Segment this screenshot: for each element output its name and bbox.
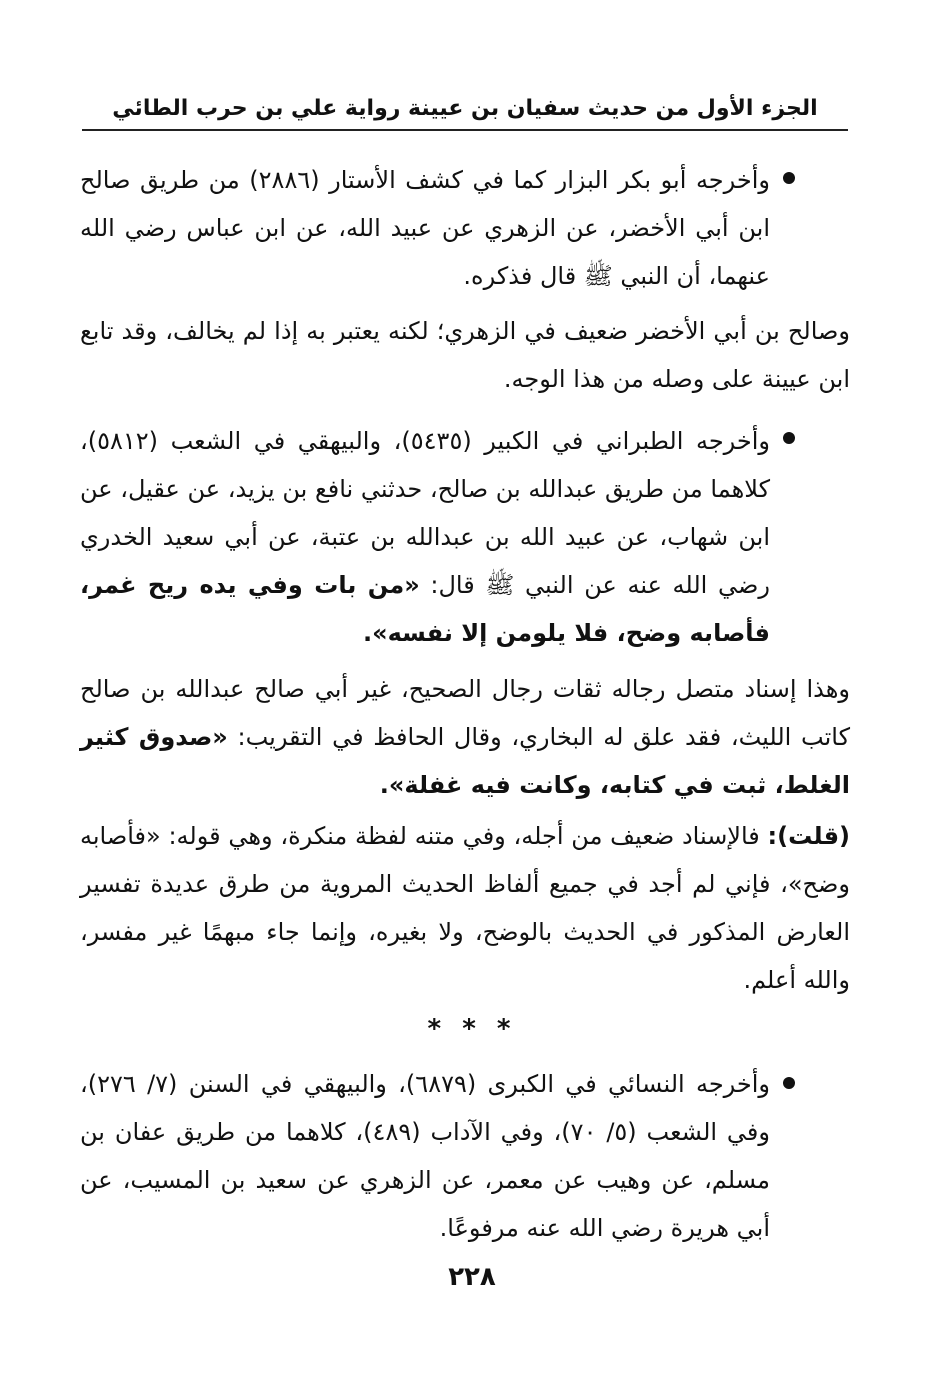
paragraph-2-text: وهذا إسناد متصل رجاله ثقات رجال الصحيح، غير أبي صالح عبدالله بن صالح كاتب الليث، فقد علق له البخاري، وقال الحافظ في التقريب:	[80, 675, 850, 751]
page-number: ٢٢٨	[448, 1262, 496, 1292]
paragraph-3	[80, 812, 850, 1004]
hadith-quote: «من بات وفي يده ريح غمر، فأصابه وضح، فلا يلومن إلا نفسه».	[80, 571, 770, 647]
bullet-3-dot	[783, 1077, 795, 1089]
bullet-2-text: وأخرجه الطبراني في الكبير (٥٤٣٥)، والبيهقي في الشعب (٥٨١٢)، كلاهما من طريق عبدالله بن صالح، حدثني نافع بن يزيد، عن عقيل، عن ابن شهاب، عن عبيد الله بن عبدالله بن عتبة، عن أبي سعيد الخدري رضي الله عنه عن النبي ﷺ قال:	[80, 427, 771, 599]
paragraph-1: وصالح بن أبي الأخضر ضعيف في الزهري؛ لكنه يعتبر به إذا لم يخالف، وقد تابع ابن عيينة على وصله من هذا الوجه.	[80, 317, 850, 393]
section-separator: * * *	[427, 1014, 517, 1044]
bullet-paragraph-3: وأخرجه النسائي في الكبرى (٦٨٧٩)، والبيهقي في السنن (٧/ ٢٧٦)، وفي الشعب (٥/ ٧٠)، وفي الآداب (٤٨٩)، كلاهما من طريق عفان بن مسلم، عن وهيب عن معمر، عن الزهري عن سعيد بن المسيب، عن أبي هريرة رضي الله عنه مرفوعًا.	[80, 1070, 770, 1242]
taqrib-quote: «صدوق كثير الغلط، ثبت في كتابه، وكانت فيه غفلة».	[80, 723, 850, 799]
bullet-paragraph-2	[80, 417, 770, 657]
header-rule	[82, 129, 848, 131]
paragraph-3-text: فالإسناد ضعيف من أجله، وفي متنه لفظة منكرة، وهي قوله: «فأصابه وضح»، فإني لم أجد في جميع ألفاظ الحديث المروية من طرق عديدة تفسير العارض المذكور في الحديث بالوضح، ولا بغيره، وإنما جاء مبهمًا غير مفسر، والله أعلم.	[80, 822, 850, 994]
qultu-label: (قلت):	[767, 822, 850, 850]
bullet-2-dot	[783, 432, 795, 444]
bullet-1-dot	[783, 172, 795, 184]
running-header: الجزء الأول من حديث سفيان بن عيينة رواية علي بن حرب الطائي	[112, 96, 818, 121]
paragraph-2	[80, 665, 850, 809]
bullet-paragraph-1: وأخرجه أبو بكر البزار كما في كشف الأستار (٢٨٨٦) من طريق صالح ابن أبي الأخضر، عن الزهري عن عبيد الله، عن ابن عباس رضي الله عنهما، أن النبي ﷺ قال فذكره.	[80, 166, 770, 290]
